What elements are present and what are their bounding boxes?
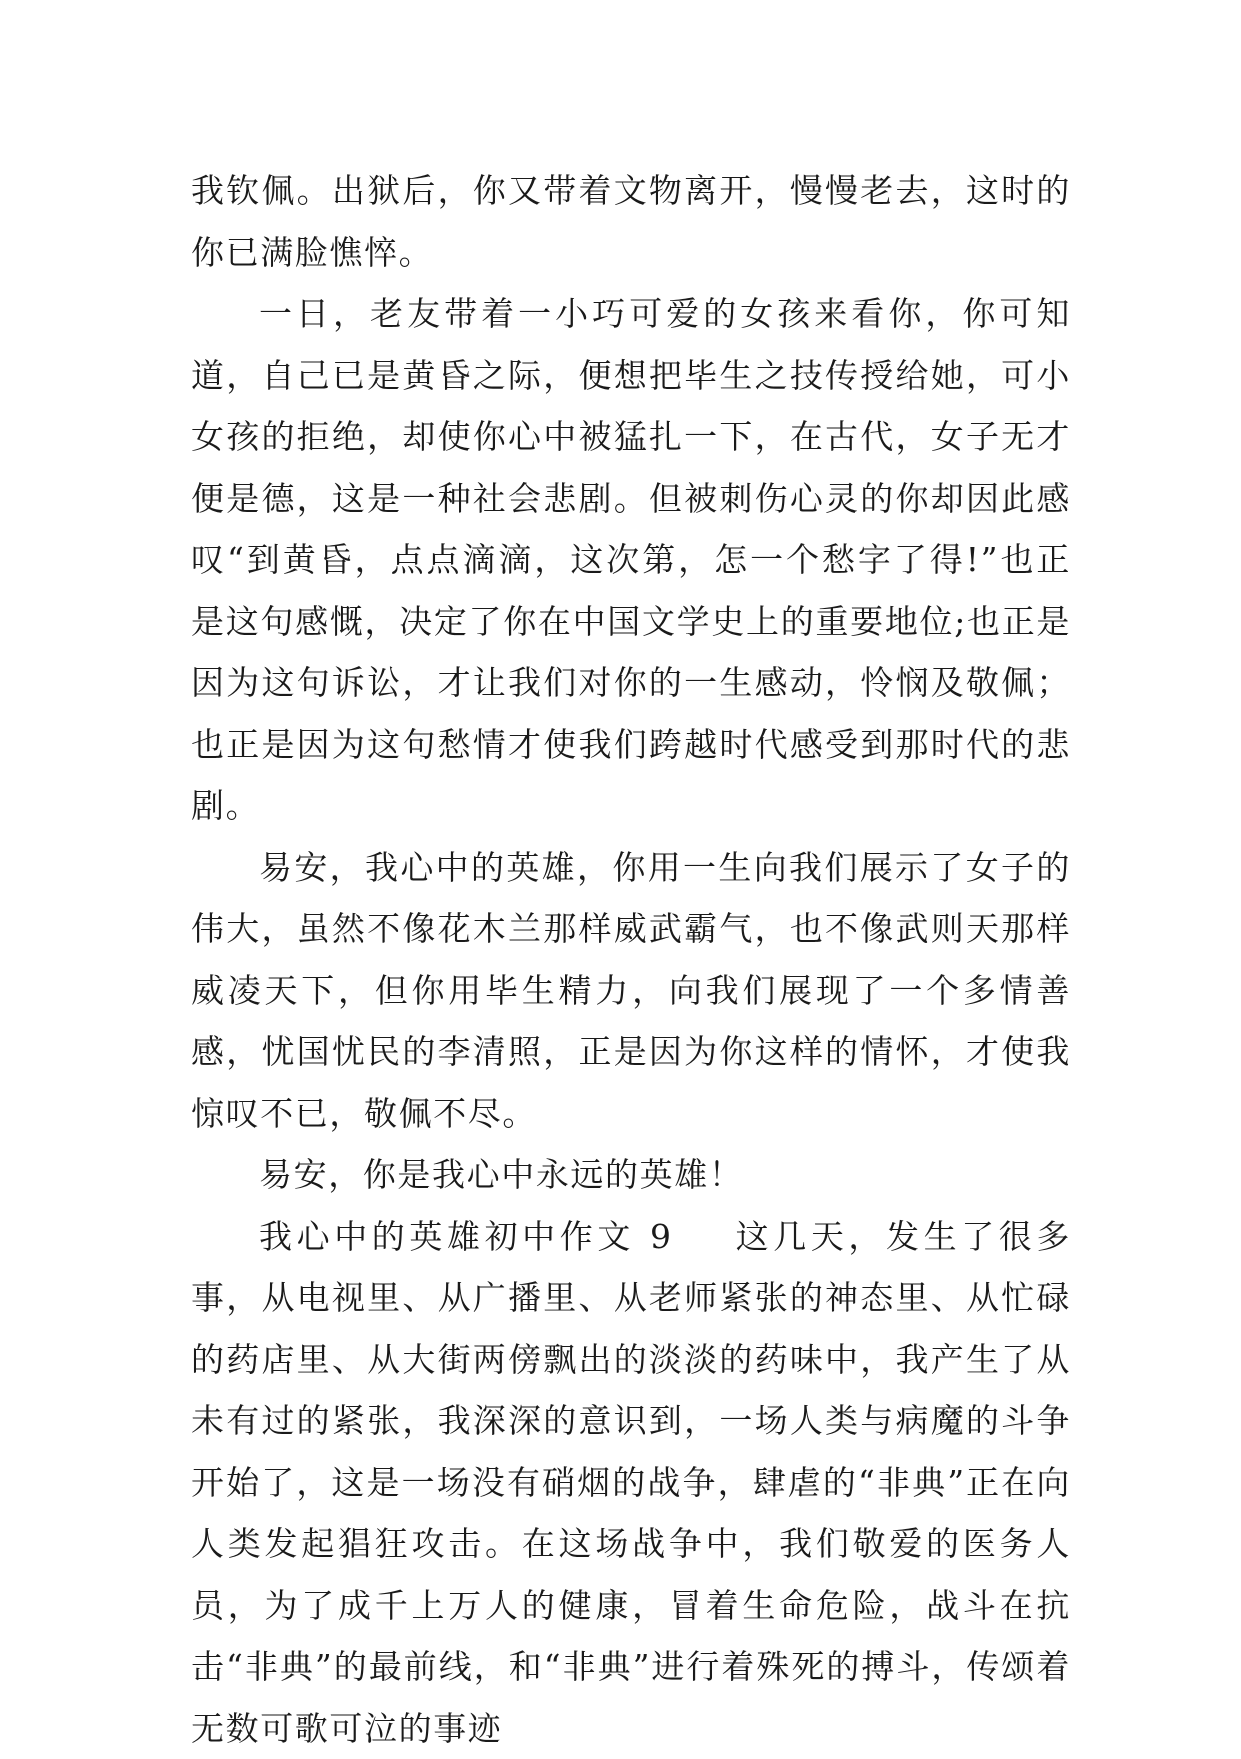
paragraph-5 — [191, 1206, 1071, 1759]
paragraph-3: 易安，我心中的英雄，你用一生向我们展示了女子的伟大，虽然不像花木兰那样威武霸气，也不像武则天那样威凌天下，但你用毕生精力，向我们展现了一个多情善感，忧国忧民的李清照，正是因为你这样的情怀，才使我惊叹不已，敬佩不尽。 — [191, 837, 1071, 1145]
essay-body: 这几天，发生了很多事，从电视里、从广播里、从老师紧张的神态里、从忙碌的药店里、从大街两傍飘出的淡淡的药味中，我产生了从未有过的紧张，我深深的意识到，一场人类与病魔的斗争开始了，这是一场没有硝烟的战争，肆虐的“非典”正在向人类发起猖狂攻击。在这场战争中，我们敬爱的医务人员，为了成千上万人的健康，冒着生命危险，战斗在抗击“非典”的最前线，和“非典”进行着殊死的搏斗，传颂着无数可歌可泣的事迹 — [191, 1217, 1071, 1748]
essay-text — [191, 160, 1071, 1759]
paragraph-1: 我钦佩。出狱后，你又带着文物离开，慢慢老去，这时的你已满脸憔悴。 — [191, 160, 1071, 283]
paragraph-4: 易安，你是我心中永远的英雄！ — [191, 1144, 1071, 1206]
paragraph-2: 一日，老友带着一小巧可爱的女孩来看你，你可知道，自己已是黄昏之际，便想把毕生之技传授给她，可小女孩的拒绝，却使你心中被猛扎一下，在古代，女子无才便是德，这是一种社会悲剧。但被刺伤心灵的你却因此感叹“到黄昏，点点滴滴，这次第，怎一个愁字了得!”也正是这句感慨，决定了你在中国文学史上的重要地位;也正是因为这句诉讼，才让我们对你的一生感动，怜悯及敬佩；也正是因为这句愁情才使我们跨越时代感受到那时代的悲剧。 — [191, 283, 1071, 837]
essay-heading: 我心中的英雄初中作文 9 — [259, 1217, 673, 1256]
